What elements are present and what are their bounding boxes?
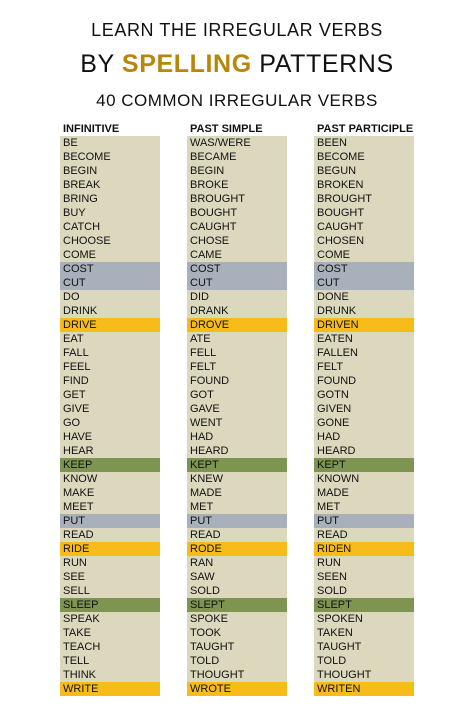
verb-cell-past-simple: DID <box>187 290 287 304</box>
verb-cell-past-simple: DRANK <box>187 304 287 318</box>
verb-cell-past-participle: EATEN <box>314 332 414 346</box>
verb-cell-infinitive: KEEP <box>60 458 160 472</box>
column-past-participle <box>314 122 414 696</box>
verb-cell-past-participle: SLEPT <box>314 598 414 612</box>
verb-cell-past-simple: MADE <box>187 486 287 500</box>
verb-cell-past-participle: RIDEN <box>314 542 414 556</box>
verb-cell-past-participle: KNOWN <box>314 472 414 486</box>
verb-cell-past-simple: CHOSE <box>187 234 287 248</box>
verb-cell-infinitive: CUT <box>60 276 160 290</box>
verb-cell-past-simple: WENT <box>187 416 287 430</box>
title-highlight-word: SPELLING <box>121 50 252 78</box>
column-past-simple <box>187 122 287 696</box>
verb-cell-infinitive: BEGIN <box>60 164 160 178</box>
verb-cell-past-participle: MADE <box>314 486 414 500</box>
verb-cell-past-participle: COME <box>314 248 414 262</box>
title-line-2-suffix: PATTERNS <box>251 50 394 78</box>
verb-cell-past-simple: KNEW <box>187 472 287 486</box>
verb-cell-past-participle: FELT <box>314 360 414 374</box>
verb-cell-past-simple: MET <box>187 500 287 514</box>
verb-cell-infinitive: RUN <box>60 556 160 570</box>
verb-cell-past-participle: DRIVEN <box>314 318 414 332</box>
verb-cell-past-simple: HAD <box>187 430 287 444</box>
verb-cell-infinitive: RIDE <box>60 542 160 556</box>
verb-cell-past-participle: SEEN <box>314 570 414 584</box>
verb-cell-past-simple: BEGIN <box>187 164 287 178</box>
verb-cell-past-simple: RAN <box>187 556 287 570</box>
verb-cell-infinitive: DRIVE <box>60 318 160 332</box>
verb-cell-past-simple: BECAME <box>187 150 287 164</box>
verb-cell-past-simple: COST <box>187 262 287 276</box>
verb-cell-past-simple: TOLD <box>187 654 287 668</box>
verb-cell-infinitive: EAT <box>60 332 160 346</box>
verb-cell-past-participle: COST <box>314 262 414 276</box>
verb-cell-past-simple: KEPT <box>187 458 287 472</box>
verb-cell-past-participle: MET <box>314 500 414 514</box>
verb-cell-past-participle: FALLEN <box>314 346 414 360</box>
verb-cell-infinitive: MAKE <box>60 486 160 500</box>
verb-cell-past-participle: TAUGHT <box>314 640 414 654</box>
verb-cell-infinitive: GIVE <box>60 402 160 416</box>
verb-cell-infinitive: BREAK <box>60 178 160 192</box>
verb-cell-past-participle: TAKEN <box>314 626 414 640</box>
verb-cell-past-participle: READ <box>314 528 414 542</box>
verb-cell-past-participle: HEARD <box>314 444 414 458</box>
verb-cell-past-participle: FOUND <box>314 374 414 388</box>
verb-cell-past-participle: SPOKEN <box>314 612 414 626</box>
verb-cell-infinitive: SEE <box>60 570 160 584</box>
verb-cell-past-simple: BROUGHT <box>187 192 287 206</box>
verb-cell-infinitive: FEEL <box>60 360 160 374</box>
verb-cell-past-simple: PUT <box>187 514 287 528</box>
verb-cell-past-simple: DROVE <box>187 318 287 332</box>
verb-cell-infinitive: CHOOSE <box>60 234 160 248</box>
verb-cell-infinitive: MEET <box>60 500 160 514</box>
verb-cell-infinitive: GET <box>60 388 160 402</box>
verb-cell-past-simple: WAS/WERE <box>187 136 287 150</box>
verb-cell-past-participle: TOLD <box>314 654 414 668</box>
verb-cell-past-simple: CAME <box>187 248 287 262</box>
verb-cell-past-participle: DONE <box>314 290 414 304</box>
verb-cell-past-participle: BEEN <box>314 136 414 150</box>
verb-cell-past-participle: CHOSEN <box>314 234 414 248</box>
verb-cell-past-simple: GOT <box>187 388 287 402</box>
verb-cell-past-participle: BEGUN <box>314 164 414 178</box>
verb-cell-past-participle: BROUGHT <box>314 192 414 206</box>
verb-cell-infinitive: TELL <box>60 654 160 668</box>
verb-cell-infinitive: TAKE <box>60 626 160 640</box>
verb-cell-infinitive: CATCH <box>60 220 160 234</box>
verb-cell-past-participle: HAD <box>314 430 414 444</box>
verb-cell-infinitive: GO <box>60 416 160 430</box>
title-line-2 <box>0 48 474 80</box>
verb-cell-past-simple: CAUGHT <box>187 220 287 234</box>
verb-cell-infinitive: FIND <box>60 374 160 388</box>
verb-cell-past-simple: SOLD <box>187 584 287 598</box>
verb-cell-past-simple: SLEPT <box>187 598 287 612</box>
verb-cell-past-participle: BROKEN <box>314 178 414 192</box>
verb-cell-infinitive: PUT <box>60 514 160 528</box>
verb-cell-infinitive: BRING <box>60 192 160 206</box>
verb-cell-infinitive: HAVE <box>60 430 160 444</box>
verb-cell-past-simple: READ <box>187 528 287 542</box>
verb-cell-past-simple: FELL <box>187 346 287 360</box>
verb-cell-past-participle: KEPT <box>314 458 414 472</box>
verb-cell-past-simple: CUT <box>187 276 287 290</box>
verb-cell-past-simple: TAUGHT <box>187 640 287 654</box>
verb-cell-infinitive: TEACH <box>60 640 160 654</box>
verb-cell-past-participle: BOUGHT <box>314 206 414 220</box>
verb-cell-infinitive: THINK <box>60 668 160 682</box>
verb-cell-infinitive: BE <box>60 136 160 150</box>
column-header-infinitive: INFINITIVE <box>63 123 120 135</box>
title-line-1: LEARN THE IRREGULAR VERBS <box>91 20 383 40</box>
verb-cell-past-participle: CUT <box>314 276 414 290</box>
verb-cell-past-simple: FELT <box>187 360 287 374</box>
verb-cell-past-simple: SPOKE <box>187 612 287 626</box>
column-infinitive <box>60 122 160 696</box>
verb-cell-infinitive: DRINK <box>60 304 160 318</box>
verb-cell-past-simple: HEARD <box>187 444 287 458</box>
subtitle: 40 COMMON IRREGULAR VERBS <box>96 91 378 110</box>
verb-cell-past-participle: PUT <box>314 514 414 528</box>
verb-cell-infinitive: KNOW <box>60 472 160 486</box>
verb-cell-past-simple: WROTE <box>187 682 287 696</box>
verb-cell-past-participle: RUN <box>314 556 414 570</box>
column-header-past-simple: PAST SIMPLE <box>190 123 263 135</box>
title-line-2-prefix: BY <box>80 50 122 78</box>
verb-cell-past-participle: WRITEN <box>314 682 414 696</box>
verb-cell-past-participle: SOLD <box>314 584 414 598</box>
verb-cell-past-participle: BECOME <box>314 150 414 164</box>
verb-cell-infinitive: BUY <box>60 206 160 220</box>
verb-cell-infinitive: WRITE <box>60 682 160 696</box>
verb-cell-infinitive: COST <box>60 262 160 276</box>
verb-cell-past-simple: GAVE <box>187 402 287 416</box>
verb-cell-past-simple: SAW <box>187 570 287 584</box>
verb-cell-past-simple: THOUGHT <box>187 668 287 682</box>
column-header-past-participle: PAST PARTICIPLE <box>317 123 414 135</box>
verb-cell-infinitive: SPEAK <box>60 612 160 626</box>
verb-cell-infinitive: FALL <box>60 346 160 360</box>
verb-cell-past-simple: BROKE <box>187 178 287 192</box>
verb-cell-past-simple: ATE <box>187 332 287 346</box>
verb-cell-past-simple: RODE <box>187 542 287 556</box>
verb-cell-past-participle: CAUGHT <box>314 220 414 234</box>
verb-cell-past-simple: FOUND <box>187 374 287 388</box>
verb-cell-infinitive: BECOME <box>60 150 160 164</box>
verb-cell-infinitive: READ <box>60 528 160 542</box>
verb-cell-infinitive: COME <box>60 248 160 262</box>
verb-cell-infinitive: SELL <box>60 584 160 598</box>
verb-cell-past-participle: GONE <box>314 416 414 430</box>
verb-cell-past-participle: GOTN <box>314 388 414 402</box>
verb-cell-past-participle: DRUNK <box>314 304 414 318</box>
verb-cell-past-participle: THOUGHT <box>314 668 414 682</box>
verb-cell-past-simple: BOUGHT <box>187 206 287 220</box>
verb-cell-infinitive: DO <box>60 290 160 304</box>
verb-cell-past-simple: TOOK <box>187 626 287 640</box>
verb-cell-past-participle: GIVEN <box>314 402 414 416</box>
verb-cell-infinitive: SLEEP <box>60 598 160 612</box>
verb-cell-infinitive: HEAR <box>60 444 160 458</box>
